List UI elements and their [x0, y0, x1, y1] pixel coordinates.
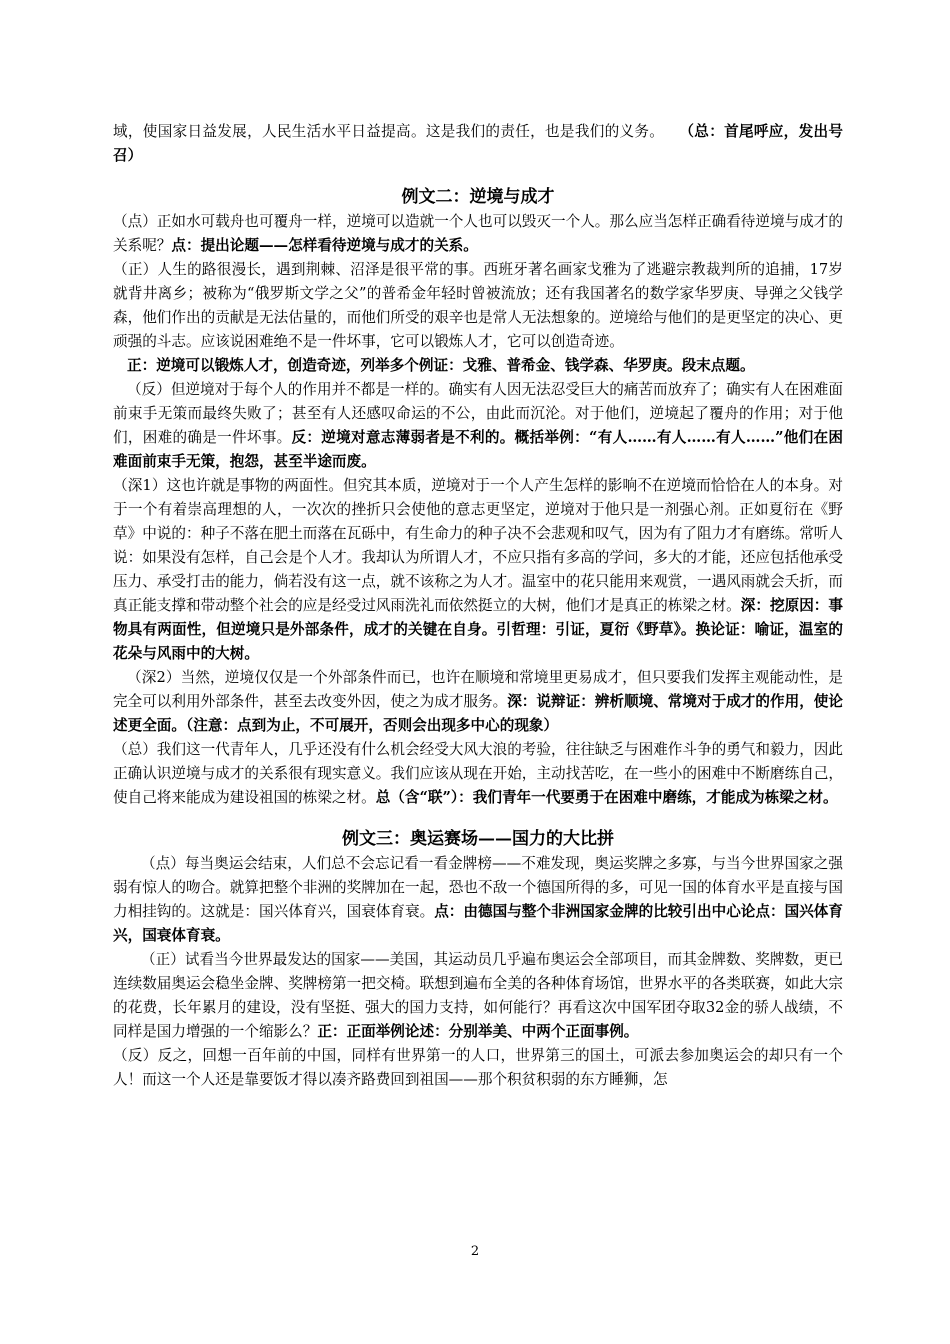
ex2-p6-text: （总）我们这一代青年人，几乎还没有什么机会经受大风大浪的考验，往往缺乏与困难作斗争的勇气和毅力，因此正确认识逆境与成才的关系很有现实意义。我们应该从现在开始，主动找苦吃，在一些小的困难中不断磨练自己，使自己将来能成为建设祖国的栋梁之材。	[113, 741, 843, 806]
ex2-paragraph-positive	[113, 258, 843, 354]
intro-note: （总：首尾呼应，发出号召）	[113, 123, 843, 164]
ex3-p2-text: （正）试看当今世界最发达的国家——美国，其运动员几乎遍布奥运会全部项目，而其金牌数、奖牌数，更已连续数届奥运会稳坐金牌、奖牌榜第一把交椅。联想到遍布全美的各种体育场馆，世界水平的各类联赛，如此大宗的花费，长年累月的建设，没有坚挺、强大的国力支持，如何能行？再看这次中国军团夺取32金的骄人战绩，不同样是国力增强的一个缩影么？	[113, 951, 843, 1040]
ex2-p3-text: （反）但逆境对于每个人的作用并不都是一样的。确实有人因无法忍受巨大的痛苦而放弃了；确实有人在困难面前束手无策而最终失败了；甚至有人还感叹命运的不公，由此而沉沦。对于他们，逆境起了覆舟的作用；对于他们，困难的确是一件坏事。	[113, 381, 843, 446]
page-number: 2	[470, 1244, 480, 1259]
ex3-p1-note: 点：由德国与整个非洲国家金牌的比较引出中心论点：国兴体育兴，国衰体育衰。	[113, 903, 843, 944]
example-2-title: 例文二：逆境与成才	[401, 187, 555, 207]
ex2-paragraph-deepen-1	[113, 474, 843, 666]
example-3-title: 例文三：奥运赛场——国力的大比拼	[342, 829, 614, 849]
ex3-paragraph-point	[113, 852, 843, 948]
ex2-paragraph-conclusion	[113, 738, 843, 810]
intro-text: 域，使国家日益发展，人民生活水平日益提高。这是我们的责任，也是我们的义务。	[113, 123, 657, 140]
ex3-paragraph-negative	[113, 1044, 843, 1092]
ex2-p5-text: （深2）当然，逆境仅仅是一个外部条件而已，也许在顺境和常境里更易成才，但只要我们发挥主观能动性，是完全可以利用外部条件，甚至去改变外因，使之为成才服务。	[113, 669, 843, 710]
intro-paragraph	[113, 120, 843, 168]
ex2-paragraph-point	[113, 210, 843, 258]
ex2-p4-text: （深1）这也许就是事物的两面性。但究其本质，逆境对于一个人产生怎样的影响不在逆境而恰恰在人的本身。对于一个有着崇高理想的人，一次次的挫折只会使他的意志更坚定，逆境对于他只是一剂强心剂。正如夏衍在《野草》中说的：种子不落在肥土而落在瓦砾中，有生命力的种子决不会悲观和叹气，因为有了阻力才有磨练。常听人说：如果没有怎样，自己会是个人才。我却认为所谓人才，不应只指有多高的学问，多大的才能，还应包括他承受压力、承受打击的能力，倘若没有这一点，就不该称之为人才。温室中的花只能用来观赏，一遇风雨就会夭折，而真正能支撑和带动整个社会的应是经受过风雨洗礼而依然挺立的大树，他们才是真正的栋梁之材。	[113, 477, 843, 614]
ex2-p4-note: 深：挖原因：事物具有两面性，但逆境只是外部条件，成才的关键在自身。引哲理：引证，夏衍《野草》。换论证：喻证，温室的花朵与风雨中的大树。	[113, 597, 843, 662]
ex2-p2-text: （正）人生的路很漫长，遇到荆棘、沼泽是很平常的事。西班牙著名画家戈雅为了逃避宗教裁判所的追捕，17岁就背井离乡；被称为“俄罗斯文学之父”的普希金年轻时曾被流放；还有我国著名的数学家华罗庚、导弹之父钱学森，他们作出的贡献是无法估量的，而他们所受的艰辛也是常人无法想象的。逆境给与他们的是更坚定的决心、更顽强的斗志。应该说困难绝不是一件坏事，它可以锻炼人才，它可以创造奇迹。	[113, 261, 843, 350]
ex3-p3-text: （反）反之，回想一百年前的中国，同样有世界第一的人口，世界第三的国土，可派去参加奥运会的却只有一个人！而这一个人还是靠要饭才得以凑齐路费回到祖国——那个积贫积弱的东方睡狮，怎	[113, 1047, 843, 1088]
ex2-paragraph-deepen-2	[113, 666, 843, 738]
ex3-p1-text: （点）每当奥运会结束，人们总不会忘记看一看金牌榜——不难发现，奥运奖牌之多寡，与当今世界国家之强弱有惊人的吻合。就算把整个非洲的奖牌加在一起，恐也不敌一个德国所得的多，可见一国的体育水平是直接与国力相挂钩的。这就是：国兴体育兴，国衰体育衰。	[113, 855, 843, 920]
ex2-p5-note: 深：说辩证：辨析顺境、常境对于成才的作用，使论述更全面。（注意：点到为止，不可展开，否则会出现多中心的现象）	[113, 693, 843, 734]
ex2-p2-note: 正：逆境可以锻炼人才，创造奇迹，列举多个例证：戈雅、普希金、钱学森、华罗庚。段末点题。	[127, 357, 755, 374]
ex3-paragraph-positive	[113, 948, 843, 1044]
ex2-p3-note: 反：逆境对意志薄弱者是不利的。概括举例：“有人……有人……有人……”他们在困难面前束手无策，抱怨，甚至半途而废。	[113, 429, 843, 470]
ex3-p2-note: 正：正面举例论述：分别举美、中两个正面事例。	[317, 1023, 639, 1040]
ex2-p6-note: 总（含“联”）：我们青年一代要勇于在困难中磨练，才能成为栋梁之材。	[375, 789, 838, 806]
ex2-p1-note: 点：提出论题——怎样看待逆境与成才的关系。	[171, 237, 478, 254]
ex2-p1-text: （点）正如水可载舟也可覆舟一样，逆境可以造就一个人也可以毁灭一个人。那么应当怎样正确看待逆境与成才的关系呢？	[113, 213, 843, 254]
document-page	[113, 120, 843, 1092]
ex2-paragraph-negative	[113, 378, 843, 474]
